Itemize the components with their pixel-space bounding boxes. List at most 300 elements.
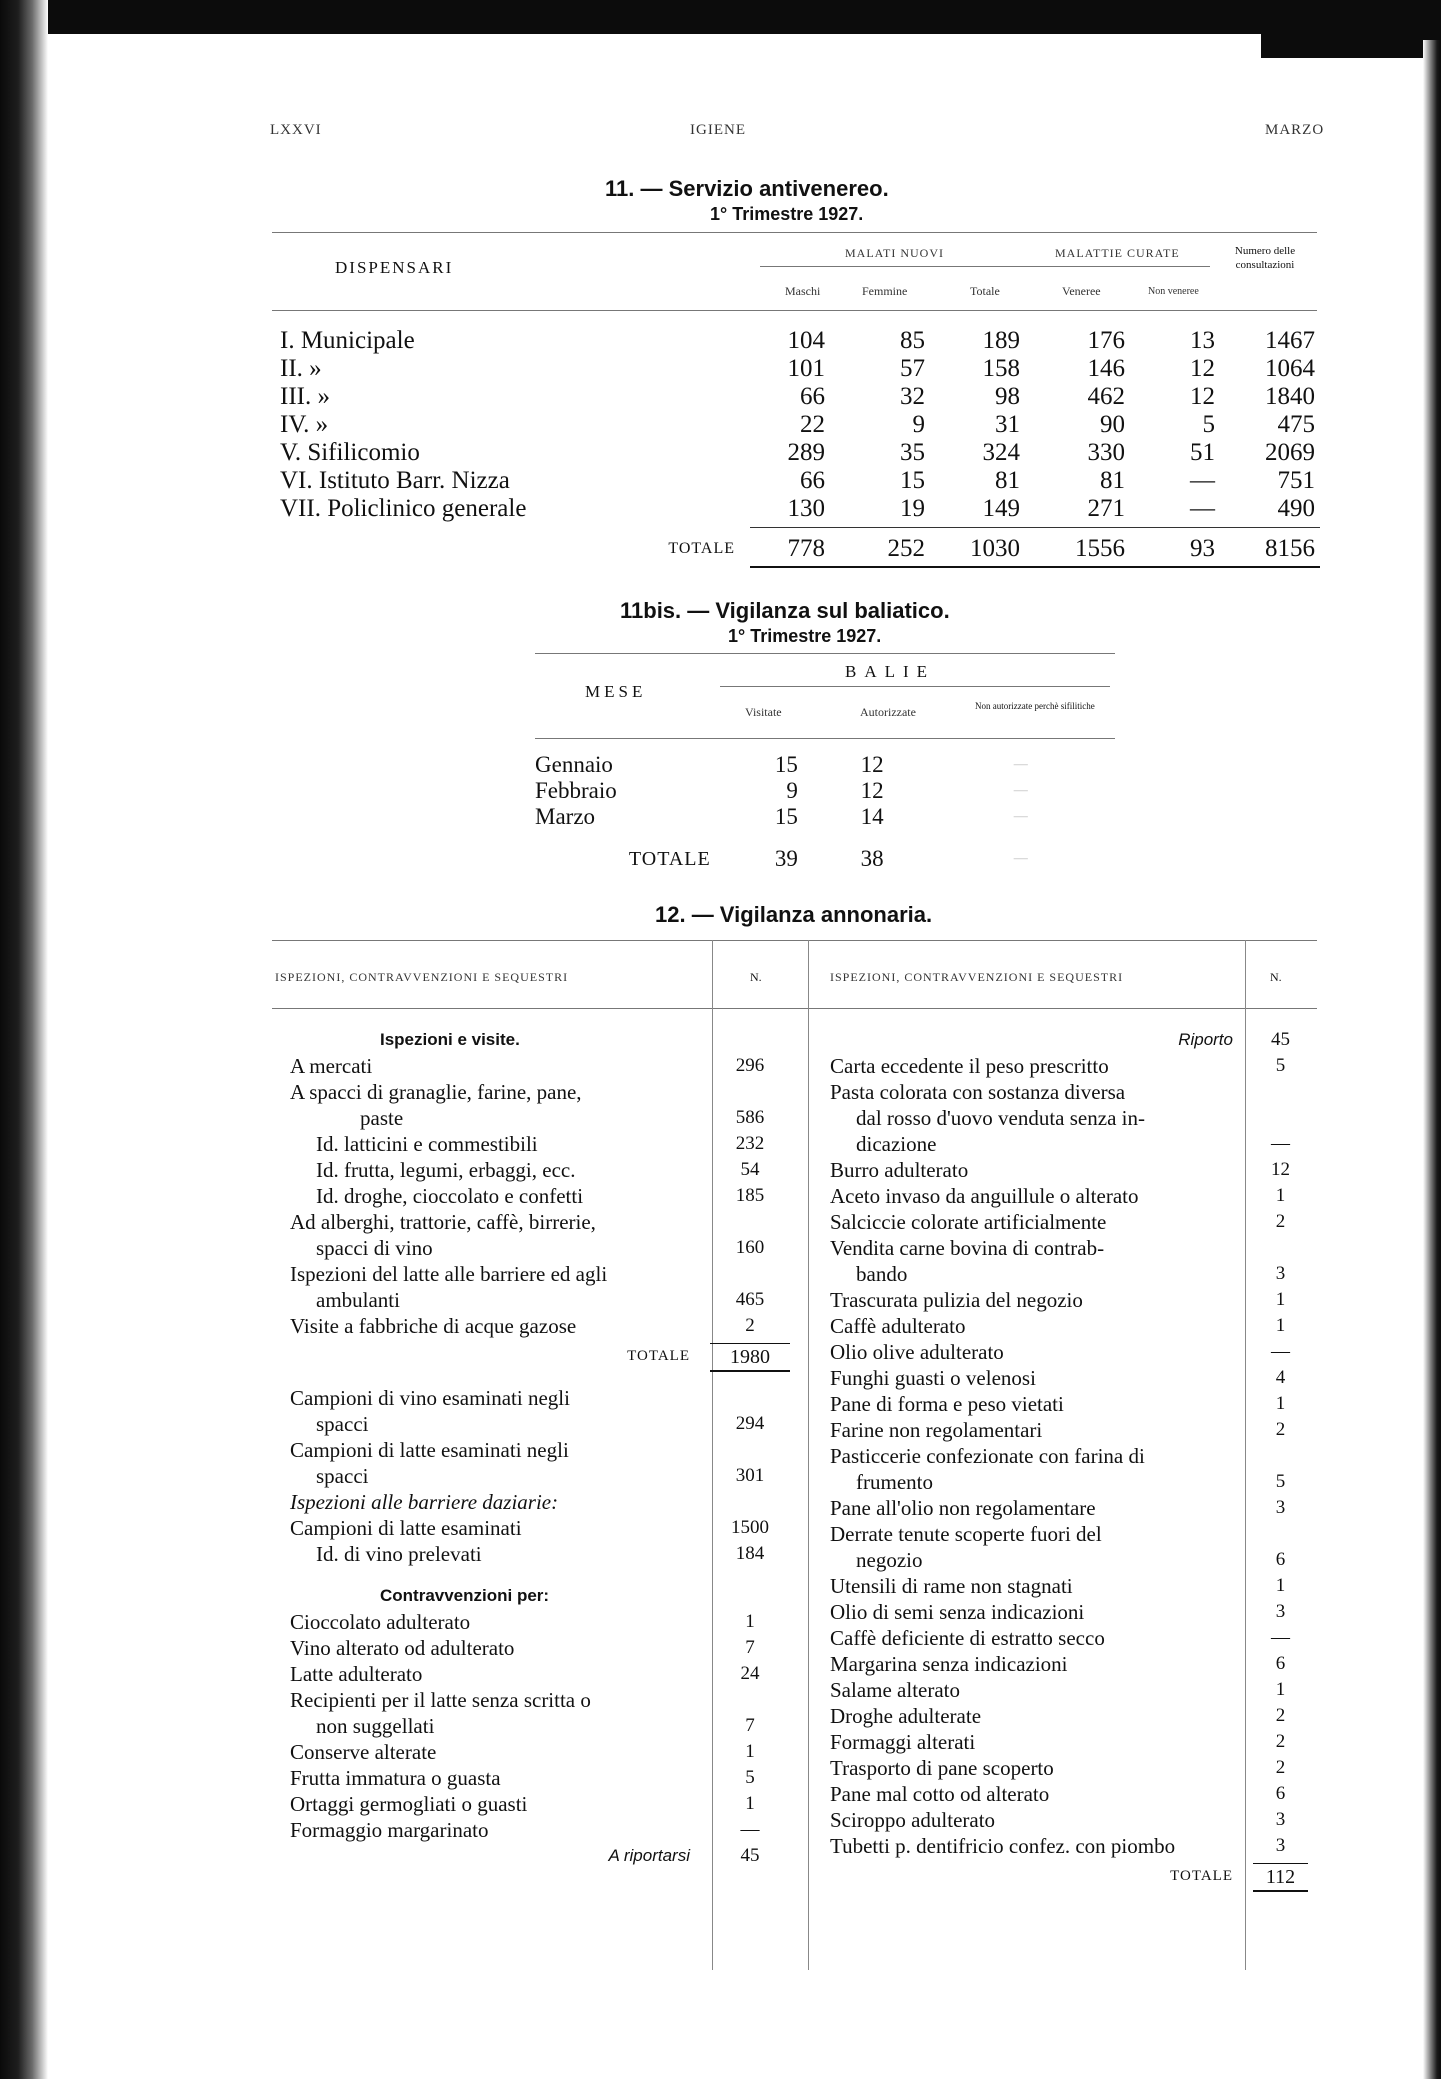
list-item bbox=[290, 1515, 790, 1541]
item-text: Tubetti p. dentifricio confez. con piombo bbox=[830, 1834, 1176, 1858]
item-count: 5 bbox=[745, 1767, 755, 1788]
cell-numero: 1064 bbox=[1265, 355, 1315, 382]
item-text: A spacci di granaglie, farine, pane, bbox=[290, 1080, 582, 1104]
table-row bbox=[280, 439, 1315, 467]
item-count: 2 bbox=[1275, 1757, 1286, 1778]
item-count: 1500 bbox=[731, 1517, 769, 1538]
list-item bbox=[830, 1807, 1308, 1833]
group-balie-rule bbox=[720, 686, 1110, 687]
table-row bbox=[535, 778, 1095, 804]
item-text: Vino alterato od adulterato bbox=[290, 1636, 515, 1660]
cell-femmine: 32 bbox=[900, 383, 925, 410]
item-count: 6 bbox=[1275, 1783, 1286, 1804]
item-text: Margarina senza indicazioni bbox=[830, 1652, 1068, 1676]
total-label: TOTALE bbox=[628, 847, 711, 870]
item-count: 294 bbox=[735, 1413, 765, 1434]
list-item bbox=[290, 1713, 790, 1739]
list-item bbox=[290, 1411, 790, 1437]
col-mese: MESE bbox=[585, 682, 647, 701]
item-text: Vendita carne bovina di contrab- bbox=[830, 1236, 1105, 1260]
item-text: Droghe adulterate bbox=[830, 1704, 982, 1728]
list-item bbox=[290, 1235, 790, 1261]
cell-nonveneree: — bbox=[1190, 495, 1215, 522]
list-item bbox=[830, 1781, 1308, 1807]
item-text: spacci di vino bbox=[316, 1236, 433, 1260]
table-row bbox=[280, 495, 1315, 523]
total-veneree: 1556 bbox=[1075, 535, 1125, 562]
section-11-bottom-rule bbox=[750, 566, 1320, 568]
item-count: 185 bbox=[735, 1185, 765, 1206]
cell-nonveneree: — bbox=[1190, 467, 1215, 494]
cell-totale: 158 bbox=[982, 355, 1020, 382]
cell-autorizzate: 12 bbox=[860, 778, 884, 803]
list-item bbox=[830, 1053, 1308, 1079]
section-11bis-table bbox=[535, 752, 1095, 874]
item-text: A riportarsi bbox=[608, 1846, 690, 1865]
item-count: 4 bbox=[1275, 1367, 1286, 1388]
cell-autorizzate: 14 bbox=[860, 804, 884, 829]
row-name: IV. » bbox=[280, 411, 329, 438]
item-text: Pane all'olio non regolamentare bbox=[830, 1496, 1096, 1520]
list-item bbox=[830, 1235, 1308, 1261]
cell-totale: 189 bbox=[982, 327, 1020, 354]
column-divider bbox=[808, 940, 809, 1970]
item-count: 6 bbox=[1275, 1549, 1286, 1570]
list-item bbox=[830, 1469, 1308, 1495]
item-count: 112 bbox=[1253, 1863, 1308, 1892]
item-text: Funghi guasti o velenosi bbox=[830, 1366, 1036, 1390]
section-11-top-rule bbox=[272, 232, 1317, 233]
total-label: TOTALE bbox=[668, 540, 735, 557]
item-text: Trasporto di pane scoperto bbox=[830, 1756, 1054, 1780]
cell-totale: 149 bbox=[982, 495, 1020, 522]
item-count: — bbox=[740, 1819, 760, 1840]
col-n-left: N. bbox=[750, 970, 762, 984]
row-mese: Marzo bbox=[535, 804, 596, 829]
list-item bbox=[830, 1651, 1308, 1677]
cell-nonveneree: 51 bbox=[1190, 439, 1215, 466]
list-item bbox=[830, 1131, 1308, 1157]
total-row bbox=[280, 523, 1315, 563]
section-12-top-rule bbox=[272, 940, 1317, 941]
cell-veneree: 146 bbox=[1087, 355, 1125, 382]
table-row bbox=[280, 411, 1315, 439]
total-maschi: 778 bbox=[787, 535, 825, 562]
total-femmine: 252 bbox=[887, 535, 925, 562]
list-item bbox=[830, 1573, 1308, 1599]
item-count: — bbox=[1271, 1627, 1290, 1648]
list-item bbox=[830, 1729, 1308, 1755]
total-visitate: 39 bbox=[774, 846, 798, 871]
total-non-autorizzate: — bbox=[1013, 851, 1028, 866]
cell-femmine: 35 bbox=[900, 439, 925, 466]
item-count: 2 bbox=[745, 1315, 755, 1336]
item-text: Campioni di vino esaminati negli bbox=[290, 1386, 570, 1410]
section-11-sum-rule bbox=[750, 527, 1320, 528]
cell-nonveneree: 5 bbox=[1202, 411, 1215, 438]
item-count: 45 bbox=[1271, 1029, 1290, 1050]
list-item bbox=[290, 1053, 790, 1079]
cell-maschi: 104 bbox=[787, 327, 825, 354]
cell-veneree: 81 bbox=[1100, 467, 1125, 494]
cell-numero: 1467 bbox=[1265, 327, 1315, 354]
row-mese: Gennaio bbox=[535, 752, 613, 777]
table-row bbox=[280, 467, 1315, 495]
item-text: frumento bbox=[856, 1470, 933, 1494]
list-item bbox=[290, 1313, 790, 1339]
cell-totale: 31 bbox=[995, 411, 1020, 438]
item-count: — bbox=[1271, 1133, 1290, 1154]
cell-maschi: 289 bbox=[787, 439, 825, 466]
cell-femmine: 85 bbox=[900, 327, 925, 354]
item-count: 232 bbox=[735, 1133, 765, 1154]
list-item bbox=[290, 1157, 790, 1183]
row-name: VI. Istituto Barr. Nizza bbox=[280, 467, 510, 494]
item-count: — bbox=[1271, 1341, 1290, 1362]
col-visitate: Visitate bbox=[745, 705, 782, 719]
section-11-header-rule bbox=[272, 310, 1317, 311]
cell-maschi: 66 bbox=[800, 383, 825, 410]
section-12-title: 12. — Vigilanza annonaria. bbox=[655, 902, 933, 927]
item-text: Frutta immatura o guasta bbox=[290, 1766, 501, 1790]
item-text: Salame alterato bbox=[830, 1678, 961, 1702]
left-column-list bbox=[290, 1027, 790, 1869]
cell-visitate: 15 bbox=[774, 804, 798, 829]
header-month: MARZO bbox=[1265, 122, 1325, 138]
list-item bbox=[290, 1079, 790, 1105]
row-name: V. Sifilicomio bbox=[280, 439, 420, 466]
item-text: Burro adulterato bbox=[830, 1158, 969, 1182]
item-text: Pane mal cotto od alterato bbox=[830, 1782, 1050, 1806]
list-item bbox=[830, 1755, 1308, 1781]
total-nonveneree: 93 bbox=[1190, 535, 1215, 562]
col-group-nuovi: MALATI NUOVI bbox=[845, 246, 944, 260]
list-item bbox=[290, 1609, 790, 1635]
item-count: 54 bbox=[740, 1159, 760, 1180]
list-item bbox=[290, 1287, 790, 1313]
item-text: Sciroppo adulterato bbox=[830, 1808, 996, 1832]
table-row bbox=[280, 355, 1315, 383]
section-11bis-title: 11bis. — Vigilanza sul baliatico. bbox=[620, 598, 950, 623]
cell-femmine: 57 bbox=[900, 355, 925, 382]
list-item bbox=[290, 1183, 790, 1209]
item-text: Olio di semi senza indicazioni bbox=[830, 1600, 1085, 1624]
item-text: Carta eccedente il peso prescritto bbox=[830, 1054, 1109, 1078]
section-11bis-top-rule bbox=[535, 653, 1115, 654]
item-count: 1 bbox=[1275, 1575, 1286, 1596]
col-numero: Numero delle consultazioni bbox=[1234, 245, 1296, 271]
item-count: 3 bbox=[1275, 1601, 1286, 1622]
list-item bbox=[830, 1391, 1308, 1417]
item-text: Derrate tenute scoperte fuori del bbox=[830, 1522, 1102, 1546]
item-count: 45 bbox=[740, 1845, 760, 1866]
list-item bbox=[830, 1495, 1308, 1521]
row-name: I. Municipale bbox=[280, 327, 415, 354]
cell-totale: 324 bbox=[982, 439, 1020, 466]
list-item bbox=[830, 1625, 1308, 1651]
group-curate-rule bbox=[1030, 266, 1210, 267]
cell-visitate: 15 bbox=[774, 752, 798, 777]
cell-numero: 1840 bbox=[1265, 383, 1315, 410]
item-count: 24 bbox=[740, 1663, 760, 1684]
cell-non-autorizzate: — bbox=[1013, 783, 1028, 798]
item-count: 3 bbox=[1275, 1835, 1286, 1856]
item-text: Ortaggi germogliati o guasti bbox=[290, 1792, 528, 1816]
list-item bbox=[830, 1521, 1308, 1547]
item-count: 5 bbox=[1275, 1471, 1286, 1492]
cell-veneree: 176 bbox=[1087, 327, 1125, 354]
col-veneree: Veneree bbox=[1062, 284, 1101, 298]
table-row bbox=[280, 327, 1315, 355]
list-item bbox=[290, 1541, 790, 1567]
item-count: 1980 bbox=[710, 1343, 790, 1372]
list-item bbox=[290, 1583, 790, 1609]
item-text: Ispezioni alle barriere daziarie: bbox=[290, 1490, 559, 1514]
list-item bbox=[830, 1313, 1308, 1339]
item-text: Formaggio margarinato bbox=[290, 1818, 489, 1842]
col-head-right: ISPEZIONI, CONTRAVVENZIONI E SEQUESTRI bbox=[830, 970, 1124, 984]
item-count: 1 bbox=[1275, 1315, 1286, 1336]
item-text: TOTALE bbox=[1170, 1868, 1233, 1884]
list-item bbox=[290, 1437, 790, 1463]
col-group-curate: MALATTIE CURATE bbox=[1055, 246, 1180, 260]
list-item bbox=[830, 1209, 1308, 1235]
item-text: Id. droghe, cioccolato e confetti bbox=[316, 1184, 584, 1208]
list-item bbox=[290, 1463, 790, 1489]
item-text: Recipienti per il latte senza scritta o bbox=[290, 1688, 591, 1712]
list-item bbox=[290, 1209, 790, 1235]
cell-numero: 475 bbox=[1277, 411, 1315, 438]
cell-femmine: 15 bbox=[900, 467, 925, 494]
item-count: 465 bbox=[735, 1289, 765, 1310]
row-name: II. » bbox=[280, 355, 322, 382]
group-nuovi-rule bbox=[760, 266, 1055, 267]
item-text: Utensili di rame non stagnati bbox=[830, 1574, 1073, 1598]
list-item bbox=[830, 1443, 1308, 1469]
item-count: 1 bbox=[745, 1741, 755, 1762]
item-count: 184 bbox=[735, 1543, 765, 1564]
item-count: 1 bbox=[745, 1793, 755, 1814]
item-text: TOTALE bbox=[627, 1348, 690, 1364]
item-count: 586 bbox=[735, 1107, 765, 1128]
item-count: 1 bbox=[1275, 1393, 1286, 1414]
list-item bbox=[830, 1599, 1308, 1625]
cell-veneree: 271 bbox=[1087, 495, 1125, 522]
item-text: negozio bbox=[856, 1548, 923, 1572]
item-text: A mercati bbox=[290, 1054, 373, 1078]
cell-numero: 2069 bbox=[1265, 439, 1315, 466]
list-item bbox=[830, 1677, 1308, 1703]
item-text: Conserve alterate bbox=[290, 1740, 437, 1764]
item-count: 301 bbox=[735, 1465, 765, 1486]
cell-maschi: 130 bbox=[787, 495, 825, 522]
item-text: spacci bbox=[316, 1464, 369, 1488]
cell-autorizzate: 12 bbox=[860, 752, 884, 777]
cell-totale: 98 bbox=[995, 383, 1020, 410]
item-text: Id. latticini e commestibili bbox=[316, 1132, 538, 1156]
item-text: Ispezioni del latte alle barriere ed agli bbox=[290, 1262, 608, 1286]
list-item bbox=[830, 1105, 1308, 1131]
col-femmine: Femmine bbox=[862, 284, 908, 298]
item-text: Pasticcerie confezionate con farina di bbox=[830, 1444, 1145, 1468]
item-text: Pasta colorata con sostanza diversa bbox=[830, 1080, 1126, 1104]
item-text: Contravvenzioni per: bbox=[380, 1586, 550, 1605]
cell-non-autorizzate: — bbox=[1013, 757, 1028, 772]
list-item bbox=[290, 1661, 790, 1687]
cell-nonveneree: 12 bbox=[1190, 383, 1215, 410]
item-text: Farine non regolamentari bbox=[830, 1418, 1043, 1442]
item-text: paste bbox=[360, 1106, 404, 1130]
item-text: Caffè adulterato bbox=[830, 1314, 966, 1338]
cell-maschi: 66 bbox=[800, 467, 825, 494]
col-head-left: ISPEZIONI, CONTRAVVENZIONI E SEQUESTRI bbox=[275, 970, 569, 984]
item-text: Latte adulterato bbox=[290, 1662, 423, 1686]
list-item bbox=[290, 1027, 790, 1053]
item-count: 296 bbox=[735, 1055, 765, 1076]
scan-border-left bbox=[0, 0, 48, 2079]
item-text: Id. di vino prelevati bbox=[316, 1542, 482, 1566]
total-autorizzate: 38 bbox=[860, 846, 884, 871]
list-item bbox=[830, 1547, 1308, 1573]
row-name: VII. Policlinico generale bbox=[280, 495, 527, 522]
item-count: 1 bbox=[1275, 1289, 1286, 1310]
item-text: non suggellati bbox=[316, 1714, 435, 1738]
header-page-number: LXXVI bbox=[270, 122, 322, 138]
item-text: Caffè deficiente di estratto secco bbox=[830, 1626, 1105, 1650]
list-item bbox=[830, 1079, 1308, 1105]
list-item bbox=[830, 1339, 1308, 1365]
item-count: 2 bbox=[1275, 1211, 1286, 1232]
item-text: bando bbox=[856, 1262, 908, 1286]
list-item bbox=[830, 1417, 1308, 1443]
cell-veneree: 330 bbox=[1087, 439, 1125, 466]
item-count: 3 bbox=[1275, 1497, 1286, 1518]
cell-numero: 751 bbox=[1277, 467, 1315, 494]
item-text: Ad alberghi, trattorie, caffè, birrerie, bbox=[290, 1210, 596, 1234]
item-text: Campioni di latte esaminati bbox=[290, 1516, 522, 1540]
item-text: Pane di forma e peso vietati bbox=[830, 1392, 1064, 1416]
item-text: Ispezioni e visite. bbox=[380, 1030, 520, 1049]
header-section: IGIENE bbox=[690, 122, 746, 138]
cell-numero: 490 bbox=[1277, 495, 1315, 522]
cell-femmine: 19 bbox=[900, 495, 925, 522]
item-count: 5 bbox=[1275, 1055, 1286, 1076]
col-non-autorizzate: Non autorizzate perchè sifilitiche bbox=[975, 701, 1095, 711]
row-name: III. » bbox=[280, 383, 330, 410]
item-text: Id. frutta, legumi, erbaggi, ecc. bbox=[316, 1158, 576, 1182]
item-count: 1 bbox=[745, 1611, 755, 1632]
item-text: dicazione bbox=[856, 1132, 937, 1156]
list-item bbox=[830, 1287, 1308, 1313]
item-count: 7 bbox=[745, 1637, 755, 1658]
list-item bbox=[290, 1635, 790, 1661]
list-item bbox=[830, 1863, 1308, 1889]
cell-veneree: 462 bbox=[1087, 383, 1125, 410]
item-text: ambulanti bbox=[316, 1288, 400, 1312]
cell-femmine: 9 bbox=[912, 411, 925, 438]
item-count: 2 bbox=[1275, 1731, 1286, 1752]
row-mese: Febbraio bbox=[535, 778, 617, 803]
list-item bbox=[290, 1105, 790, 1131]
item-text: Aceto invaso da anguillule o alterato bbox=[830, 1184, 1139, 1208]
table-row bbox=[280, 383, 1315, 411]
col-n-right: N. bbox=[1270, 970, 1282, 984]
list-item bbox=[290, 1687, 790, 1713]
cell-nonveneree: 12 bbox=[1190, 355, 1215, 382]
item-text: Salciccie colorate artificialmente bbox=[830, 1210, 1107, 1234]
scan-border-notch bbox=[1261, 0, 1441, 58]
item-text: dal rosso d'uovo venduta senza in- bbox=[856, 1106, 1145, 1130]
total-numero: 8156 bbox=[1265, 535, 1315, 562]
list-item bbox=[830, 1157, 1308, 1183]
list-item bbox=[290, 1765, 790, 1791]
section-11bis-subtitle: 1° Trimestre 1927. bbox=[728, 626, 882, 646]
list-item bbox=[290, 1489, 790, 1515]
cell-non-autorizzate: — bbox=[1013, 809, 1028, 824]
col-totale: Totale bbox=[970, 284, 1000, 298]
item-count: 1 bbox=[1275, 1679, 1286, 1700]
cell-totale: 81 bbox=[995, 467, 1020, 494]
item-text: Olio olive adulterato bbox=[830, 1340, 1004, 1364]
item-count: 7 bbox=[745, 1715, 755, 1736]
scan-border-top bbox=[0, 0, 1441, 34]
section-11bis-header-rule bbox=[535, 738, 1115, 739]
cell-maschi: 22 bbox=[800, 411, 825, 438]
item-text: Visite a fabbriche di acque gazose bbox=[290, 1314, 577, 1338]
item-count: 1 bbox=[1275, 1185, 1286, 1206]
item-count: 160 bbox=[735, 1237, 765, 1258]
item-count: 2 bbox=[1275, 1705, 1286, 1726]
section-11-title: 11. — Servizio antivenereo. bbox=[605, 176, 889, 201]
cell-veneree: 90 bbox=[1100, 411, 1125, 438]
item-count: 6 bbox=[1275, 1653, 1286, 1674]
right-column-list bbox=[830, 1027, 1308, 1895]
list-item bbox=[290, 1131, 790, 1157]
total-totale: 1030 bbox=[970, 535, 1020, 562]
list-item bbox=[830, 1183, 1308, 1209]
item-text: Campioni di latte esaminati negli bbox=[290, 1438, 569, 1462]
list-item bbox=[290, 1343, 790, 1369]
table-row bbox=[535, 752, 1095, 778]
list-item bbox=[290, 1817, 790, 1843]
col-autorizzate: Autorizzate bbox=[860, 705, 916, 719]
col-maschi: Maschi bbox=[785, 284, 821, 298]
item-count: 3 bbox=[1275, 1263, 1286, 1284]
list-item bbox=[290, 1385, 790, 1411]
item-count: 2 bbox=[1275, 1419, 1286, 1440]
item-text: Cioccolato adulterato bbox=[290, 1610, 471, 1634]
scan-border-right bbox=[1423, 40, 1441, 2079]
total-row bbox=[535, 830, 1095, 874]
list-item bbox=[830, 1365, 1308, 1391]
cell-visitate: 9 bbox=[786, 778, 798, 803]
list-item bbox=[830, 1027, 1308, 1053]
list-item bbox=[290, 1791, 790, 1817]
col-dispensari: DISPENSARI bbox=[335, 258, 454, 277]
cell-nonveneree: 13 bbox=[1190, 327, 1215, 354]
list-item bbox=[830, 1833, 1308, 1859]
list-item bbox=[290, 1261, 790, 1287]
col-group-balie: BALIE bbox=[845, 662, 936, 681]
list-item bbox=[830, 1703, 1308, 1729]
item-text: Formaggi alterati bbox=[830, 1730, 976, 1754]
section-12-header-rule bbox=[272, 1008, 1317, 1009]
item-count: 3 bbox=[1275, 1809, 1286, 1830]
table-row bbox=[535, 804, 1095, 830]
list-item bbox=[290, 1739, 790, 1765]
list-item bbox=[290, 1843, 790, 1869]
item-text: Trascurata pulizia del negozio bbox=[830, 1288, 1083, 1312]
